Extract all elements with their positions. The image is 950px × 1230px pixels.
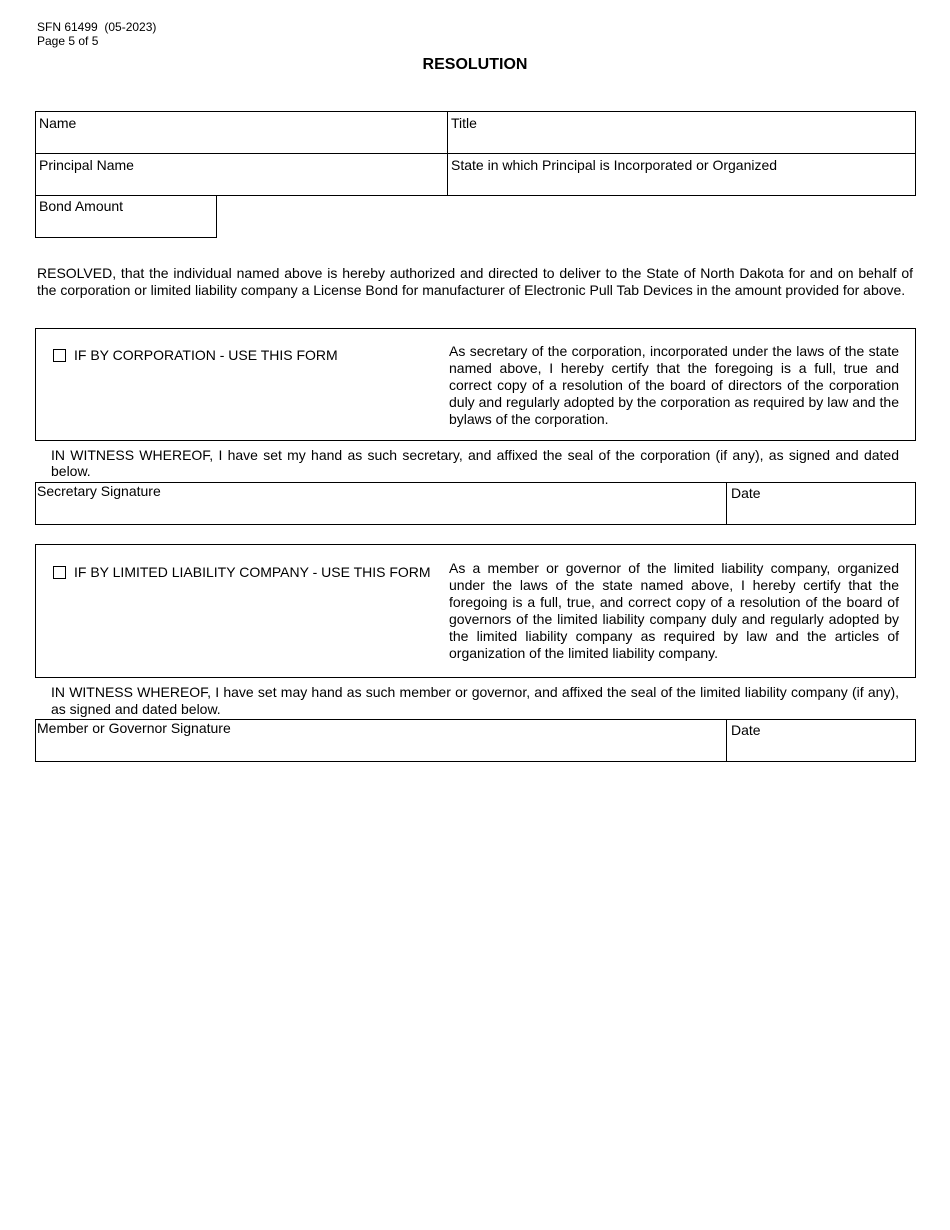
member-signature-label: Member or Governor Signature [37,720,231,736]
name-label: Name [39,115,77,131]
member-signature-row [35,719,916,762]
corporation-checkbox-row[interactable] [53,347,433,363]
state-field[interactable] [451,157,911,195]
member-date-label: Date [731,722,761,738]
title-field[interactable] [451,115,911,153]
llc-section [35,544,916,678]
secretary-signature-label: Secretary Signature [37,483,161,499]
principal-name-label: Principal Name [39,157,134,173]
divider [726,720,727,761]
secretary-date-label: Date [731,485,761,501]
llc-checkbox[interactable] [53,566,66,579]
member-date-field[interactable] [731,722,911,760]
divider [36,153,915,154]
llc-certification: As a member or governor of the limited liability company, organized under the laws of the state named above, I hereby certify that the foregoing is a full, true, and correct copy of a resolution of the board of governors of the limited liability company duly and regularly adopted by the limited liability company as required by law and the articles of organization of the limited liability company. [449,560,899,661]
corporation-checkbox-label: IF BY CORPORATION - USE THIS FORM [74,347,338,363]
corporation-witness: IN WITNESS WHEREOF, I have set my hand as such secretary, and affixed the seal of the corporation (if any), as signed and dated below. [51,447,899,479]
llc-witness: IN WITNESS WHEREOF, I have set may hand as such member or governor, and affixed the seal of the limited liability company (if any), as signed and dated below. [51,684,899,717]
page-number: Page 5 of 5 [37,34,99,48]
corporation-checkbox[interactable] [53,349,66,362]
member-signature-field[interactable] [37,720,725,761]
llc-checkbox-label: IF BY LIMITED LIABILITY COMPANY - USE THIS FORM [74,564,431,580]
secretary-signature-row [35,482,916,525]
corporation-certification: As secretary of the corporation, incorporated under the laws of the state named above, I hereby certify that the foregoing is a full, true and correct copy of a resolution of the board of directors of the corporation duly and regularly adopted by the corporation as required by law and the bylaws of the corporation. [449,343,899,427]
title-label: Title [451,115,477,131]
secretary-signature-field[interactable] [37,483,725,524]
llc-checkbox-row[interactable] [53,564,453,580]
page-title: RESOLUTION [422,56,528,73]
corporation-section [35,328,916,441]
principal-name-field[interactable] [39,157,444,195]
state-label: State in which Principal is Incorporated or Organized [451,157,778,173]
bond-amount-label: Bond Amount [39,198,124,214]
divider [726,483,727,524]
info-table [35,111,916,196]
form-id: SFN 61499 (05-2023) [37,20,157,34]
form-header [37,20,156,48]
name-field[interactable] [39,115,444,153]
bond-amount-field[interactable] [35,195,217,238]
resolved-paragraph: RESOLVED, that the individual named above is hereby authorized and directed to deliver to the State of North Dakota for and on behalf of the corporation or limited liability company a License Bond for manufacturer of Electronic Pull Tab Devices in the amount provided for above. [37,265,913,298]
secretary-date-field[interactable] [731,485,911,523]
